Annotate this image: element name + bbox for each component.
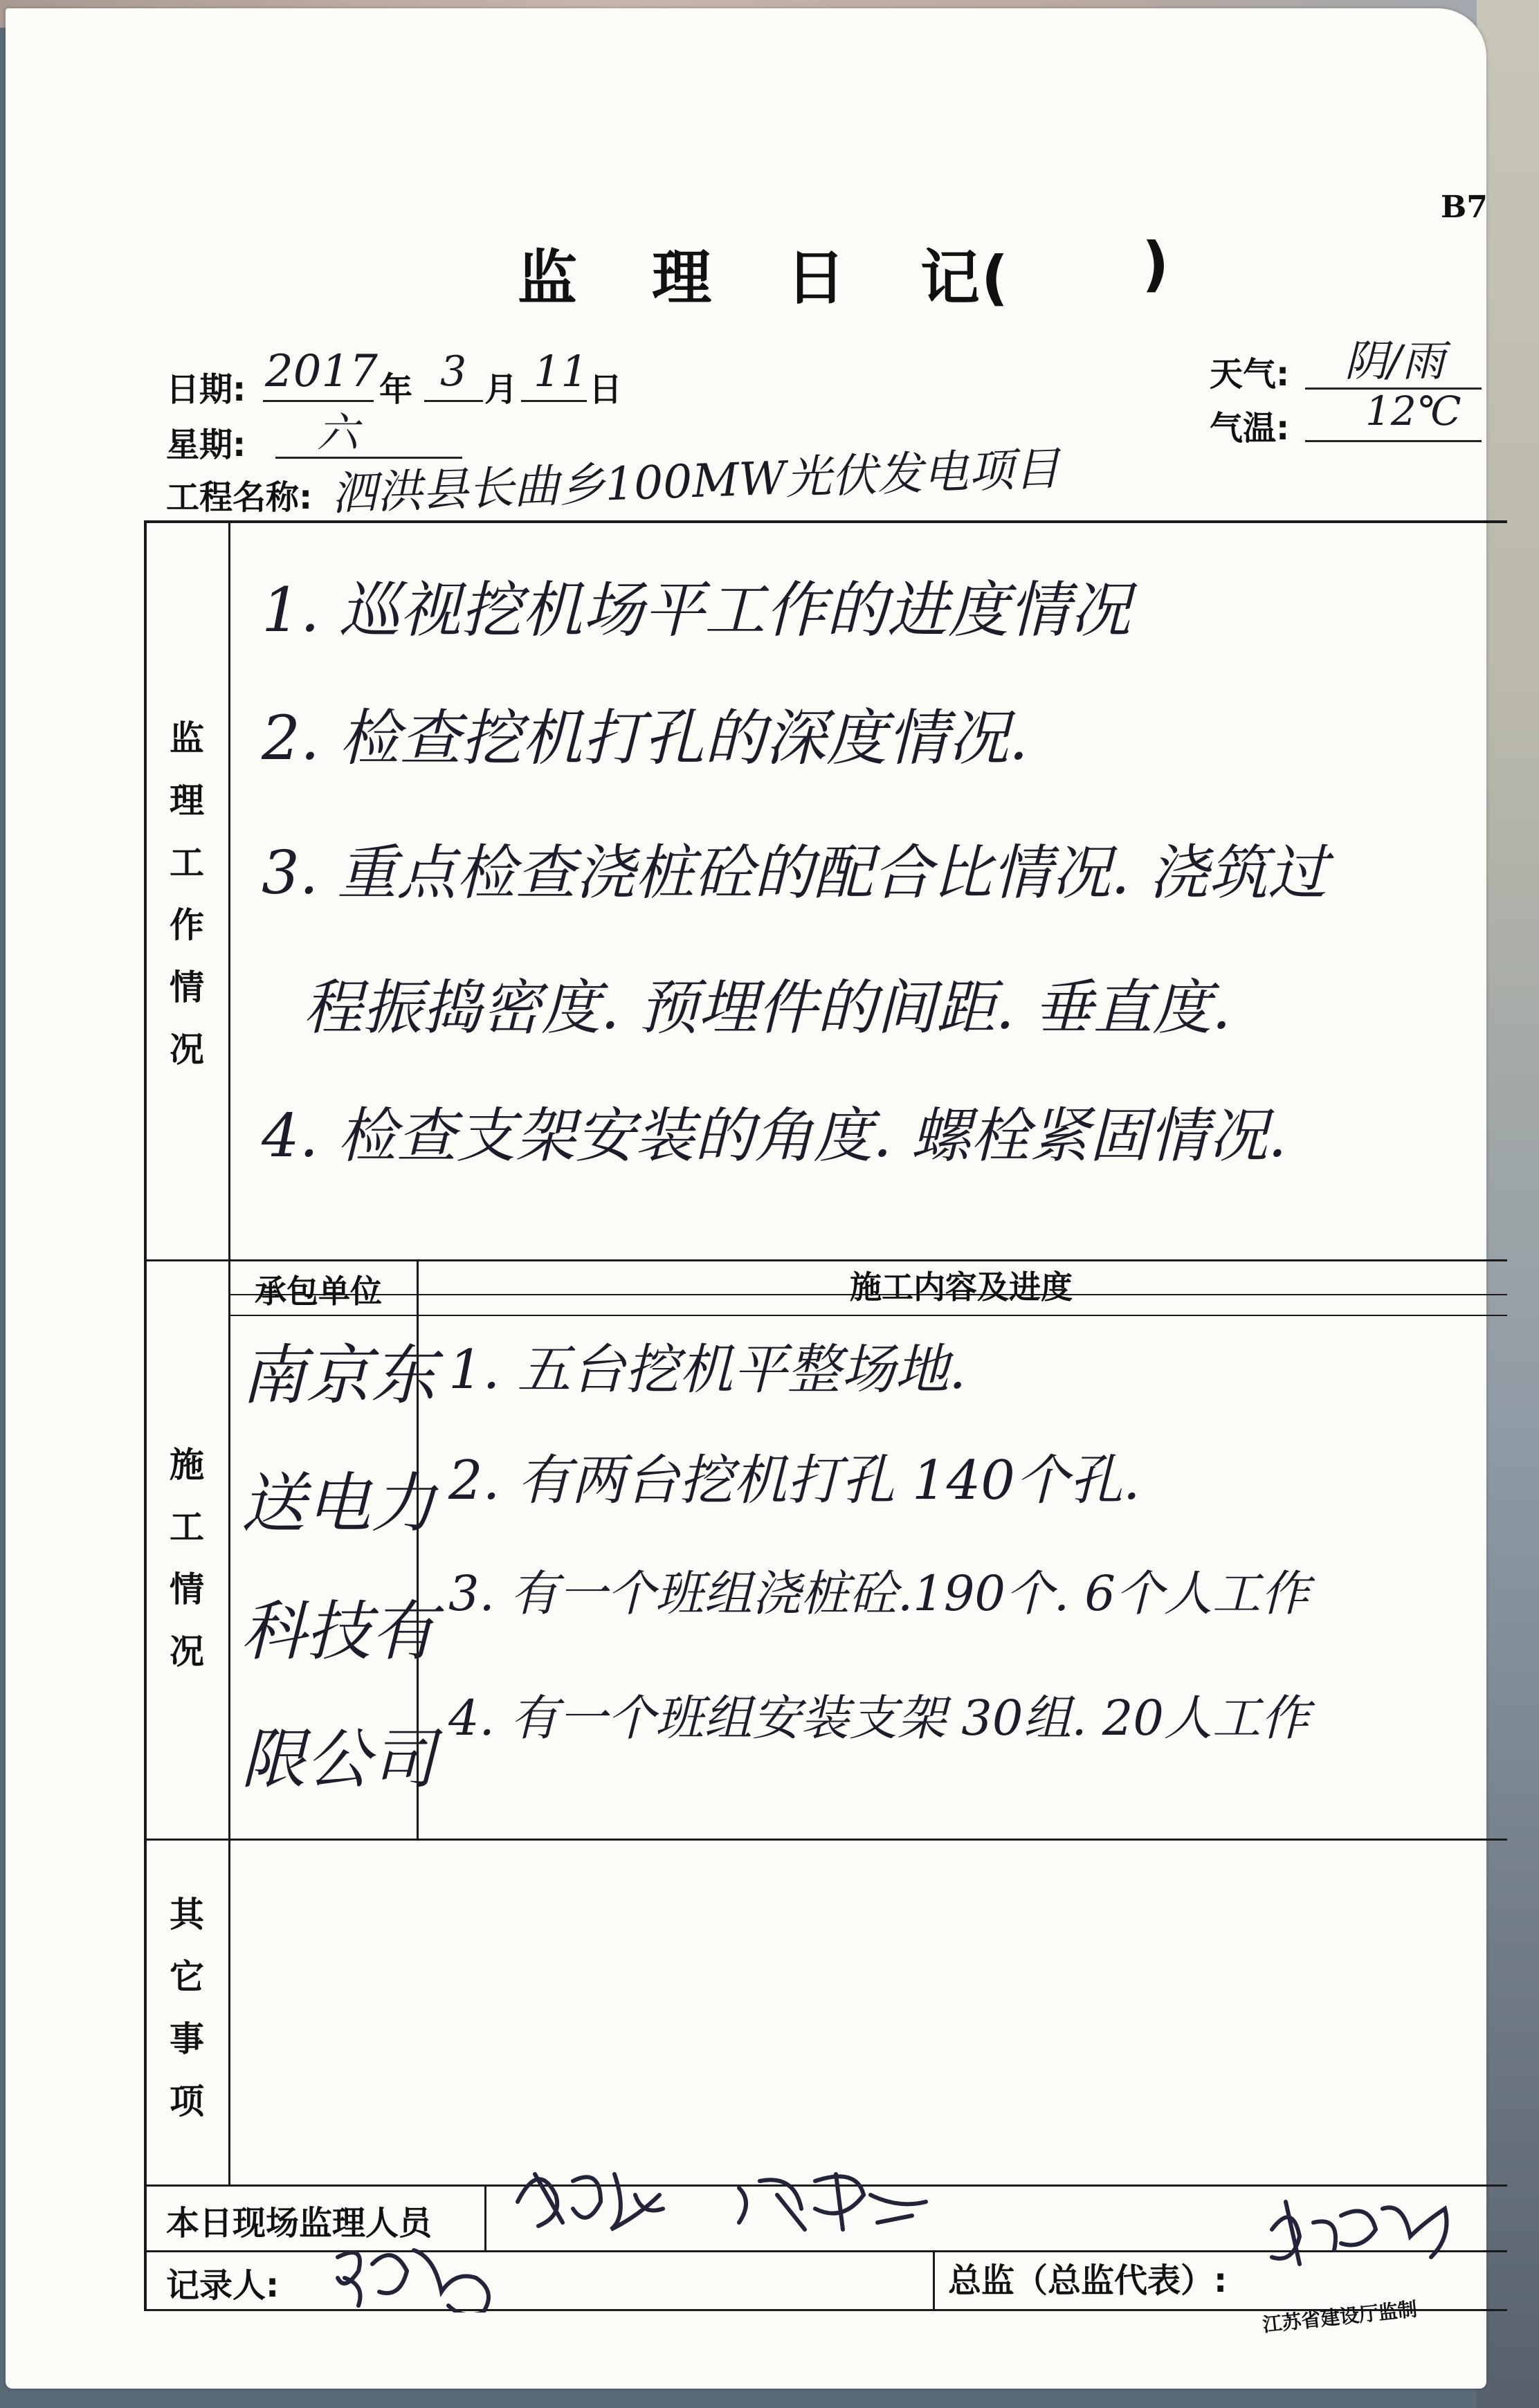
label-char: 理 <box>170 781 204 821</box>
contractor-column-header: 承包单位 <box>255 1273 382 1310</box>
table-left-border <box>144 520 147 2311</box>
temp-value: 12℃ <box>1365 387 1461 435</box>
date-month: 3 <box>440 347 467 396</box>
label-char: 事 <box>170 2019 204 2059</box>
form-code: B7 <box>1441 190 1488 225</box>
construction-header-divider-2 <box>228 1315 1507 1316</box>
date-day-underline <box>521 400 587 402</box>
staff-signature-scrawl <box>511 2153 995 2250</box>
section-divider-1 <box>144 1259 1507 1261</box>
label-char: 况 <box>170 1030 204 1070</box>
temp-label: 气温: <box>1210 409 1290 448</box>
content-line-1: 1. 五台挖机平整场地. <box>448 1339 967 1401</box>
label-char: 工 <box>170 843 204 883</box>
supervision-line-2: 2. 检查挖机打孔的深度情况. <box>262 702 1028 774</box>
contractor-line-3: 科技有 <box>241 1594 437 1670</box>
date-day-unit: 日 <box>589 370 623 409</box>
weekday-value: 六 <box>317 409 358 457</box>
date-month-underline <box>424 400 483 402</box>
chief-divider <box>933 2250 935 2309</box>
date-day: 11 <box>534 346 588 396</box>
recorder-signature-scrawl <box>331 2236 538 2313</box>
content-line-2: 2. 有两台挖机打孔 140个孔. <box>448 1450 1140 1512</box>
title-char: 理 <box>651 244 713 313</box>
project-name: 泗洪县长曲乡100MW光伏发电项目 <box>330 441 1061 521</box>
label-char: 况 <box>170 1632 204 1672</box>
label-char: 施 <box>170 1445 204 1485</box>
label-column-divider <box>228 520 230 2184</box>
label-char: 监 <box>170 718 204 758</box>
supervision-line-1: 1. 巡视挖机场平工作的进度情况 <box>262 574 1131 646</box>
staff-signatures <box>511 2153 995 2250</box>
title-close-paren: ) <box>1142 230 1171 299</box>
date-year-unit: 年 <box>379 370 413 409</box>
chief-signature-scrawl <box>1265 2188 1473 2278</box>
date-label: 日期: <box>166 370 246 409</box>
page-title <box>518 230 1171 316</box>
content-line-4: 4. 有一个班组安装支架 30组. 20人工作 <box>448 1690 1309 1746</box>
chief-signature <box>1265 2188 1473 2278</box>
printer-imprint: 江苏省建设厅监制 <box>1262 2297 1419 2337</box>
label-char: 它 <box>170 1957 204 1997</box>
title-char: 记( <box>920 244 1010 313</box>
recorder-label: 记录人: <box>166 2266 280 2305</box>
chief-supervisor-label: 总监（总监代表）: <box>948 2261 1228 2300</box>
supervision-line-3: 3. 重点检查浇桩砼的配合比情况. 浇筑过 <box>262 839 1328 908</box>
weekday-label: 星期: <box>166 426 246 464</box>
contractor-line-2: 送电力 <box>241 1466 437 1542</box>
other-section-label <box>166 1883 208 2133</box>
label-char: 情 <box>170 1569 204 1609</box>
project-label: 工程名称: <box>166 478 313 517</box>
weather-label: 天气: <box>1210 355 1290 394</box>
supervision-line-4: 程振捣密度. 预埋件的间距. 垂直度. <box>303 974 1231 1043</box>
title-char: 监 <box>518 244 579 313</box>
contractor-line-1: 南京东 <box>241 1338 437 1414</box>
table-top-border <box>144 520 1507 523</box>
supervision-section-label <box>166 707 208 1081</box>
content-column-header: 施工内容及进度 <box>850 1268 1073 1306</box>
label-char: 其 <box>170 1895 204 1935</box>
section-divider-2 <box>144 1839 1507 1841</box>
label-char: 工 <box>170 1507 204 1547</box>
contractor-line-4: 限公司 <box>241 1722 437 1798</box>
temp-underline <box>1305 440 1482 442</box>
on-site-staff-label: 本日现场监理人员 <box>166 2204 432 2243</box>
weather-value: 阴/雨 <box>1345 336 1445 386</box>
construction-section-label <box>166 1434 208 1683</box>
supervision-diary-page <box>6 8 1486 2389</box>
content-line-3: 3. 有一个班组浇桩砼.190个. 6个人工作 <box>448 1565 1309 1622</box>
recorder-signature <box>331 2236 538 2313</box>
supervision-line-5: 4. 检查支架安装的角度. 螺栓紧固情况. <box>262 1102 1287 1171</box>
label-char: 情 <box>170 967 204 1007</box>
label-char: 项 <box>170 2081 204 2122</box>
date-month-unit: 月 <box>484 370 518 409</box>
label-char: 作 <box>170 905 204 945</box>
title-char: 日 <box>785 244 847 313</box>
date-year: 2017 <box>265 346 378 397</box>
